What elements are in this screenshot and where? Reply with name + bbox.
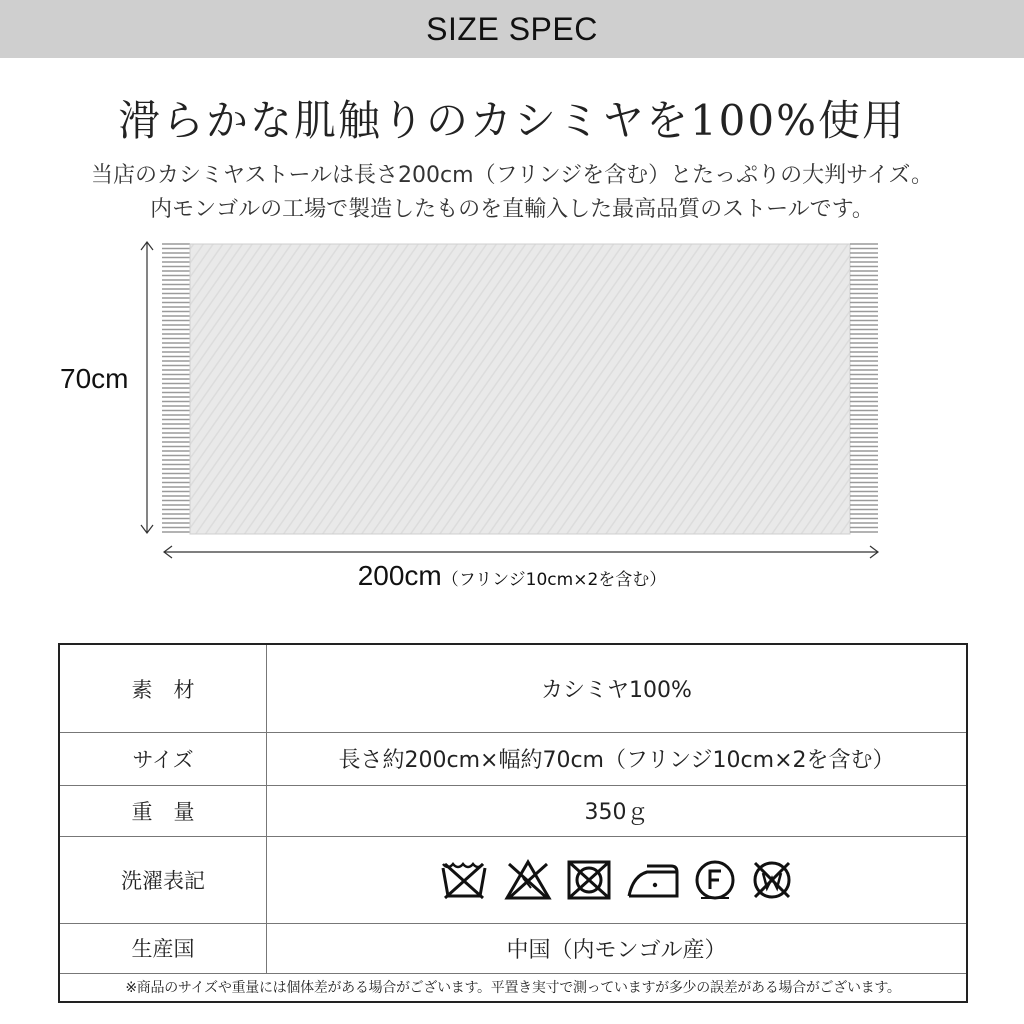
row-value: 350ｇ: [584, 800, 649, 825]
row-value: カシミヤ100%: [541, 678, 692, 703]
header-title: SIZE SPEC: [426, 10, 598, 47]
table-row-care: [60, 836, 966, 924]
table-row-size: [60, 732, 966, 786]
width-dimension: [0, 560, 1024, 592]
no-bleach-icon: [503, 858, 553, 902]
row-label: 洗濯表記: [60, 836, 267, 923]
row-label: サイズ: [60, 732, 267, 785]
stole-illustration: [130, 236, 890, 596]
stole-diagram: [130, 236, 890, 596]
height-dimension-label: 70cm: [60, 363, 129, 394]
description-line-2: 内モンゴルの工場で製造したものを直輸入した最高品質のストールです。: [150, 197, 874, 222]
table-footnote: ※商品のサイズや重量には個体差がある場合がございます。平置き実寸で測っていますが多少の誤差がある場合がございます。: [125, 980, 901, 996]
table-row-origin: [60, 923, 966, 974]
row-label: 生産国: [60, 923, 267, 973]
row-label: 重 量: [60, 785, 267, 836]
width-dimension-label: 200cm: [357, 560, 442, 591]
table-row-material: [60, 645, 966, 733]
no-tumble-dry-icon: [565, 858, 613, 902]
row-value: 長さ約200cm×幅約70cm（フリンジ10cm×2を含む）: [338, 748, 895, 773]
description-line-1: 当店のカシミヤストールは長さ200cm（フリンジを含む）とたっぷりの大判サイズ。: [90, 163, 934, 188]
row-label: 素 材: [60, 645, 267, 732]
care-symbols: [267, 836, 966, 923]
table-row-weight: [60, 785, 966, 837]
iron-icon: [625, 858, 681, 902]
spec-table: [58, 643, 968, 1003]
dry-clean-f-icon: [693, 858, 737, 902]
no-wet-clean-icon: [749, 858, 795, 902]
no-wash-icon: [439, 858, 491, 902]
width-dimension-note: （フリンジ10cm×2を含む）: [441, 570, 667, 590]
headline: 滑らかな肌触りのカシミヤを100%使用: [117, 96, 907, 145]
row-value: 中国（内モンゴル産）: [506, 937, 727, 963]
header-bar: [0, 0, 1024, 58]
